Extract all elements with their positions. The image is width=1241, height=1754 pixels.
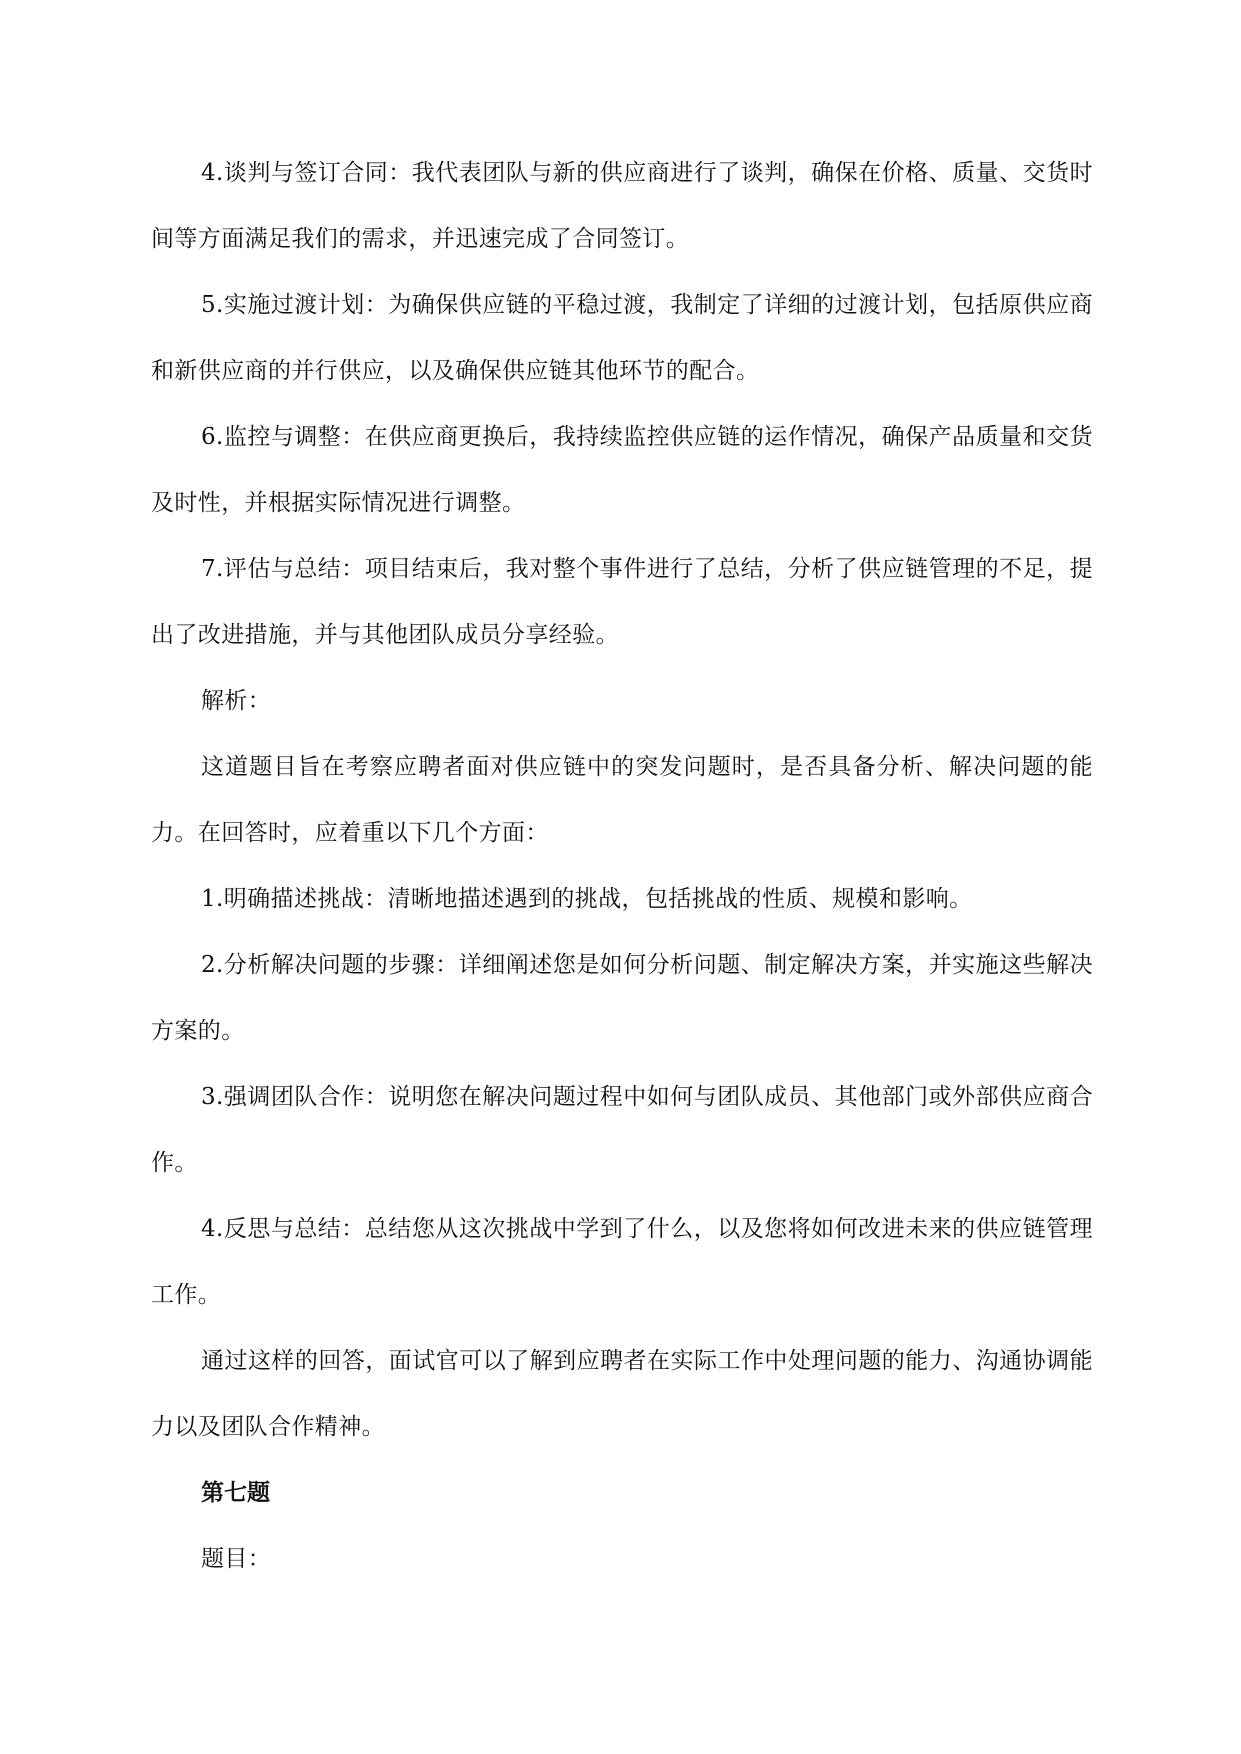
paragraph-conclusion: 通过这样的回答，面试官可以了解到应聘者在实际工作中处理问题的能力、沟通协调能力以及团队合作精神。 — [151, 1348, 1093, 1440]
paragraph-analysis-intro: 这道题目旨在考察应聘者面对供应链中的突发问题时，是否具备分析、解决问题的能力。在回答时，应着重以下几个方面： — [151, 754, 1093, 846]
paragraph-point-1: 1.明确描述挑战：清晰地描述遇到的挑战，包括挑战的性质、规模和影响。 — [201, 886, 973, 912]
paragraph-point-3: 3.强调团队合作：说明您在解决问题过程中如何与团队成员、其他部门或外部供应商合作。 — [151, 1084, 1093, 1176]
question-label: 题目： — [201, 1546, 272, 1572]
paragraph-point-4: 4.反思与总结：总结您从这次挑战中学到了什么，以及您将如何改进未来的供应链管理工作。 — [151, 1216, 1093, 1308]
section-heading: 第七题 — [201, 1480, 270, 1506]
analysis-label: 解析： — [201, 688, 272, 714]
document-page — [151, 140, 1093, 1592]
paragraph-negotiation: 4.谈判与签订合同：我代表团队与新的供应商进行了谈判，确保在价格、质量、交货时间等方面满足我们的需求，并迅速完成了合同签订。 — [151, 160, 1093, 252]
paragraph-point-2: 2.分析解决问题的步骤：详细阐述您是如何分析问题、制定解决方案，并实施这些解决方案的。 — [151, 952, 1093, 1044]
paragraph-monitoring: 6.监控与调整：在供应商更换后，我持续监控供应链的运作情况，确保产品质量和交货及时性，并根据实际情况进行调整。 — [151, 424, 1093, 516]
paragraph-evaluation: 7.评估与总结：项目结束后，我对整个事件进行了总结，分析了供应链管理的不足，提出了改进措施，并与其他团队成员分享经验。 — [151, 556, 1093, 648]
paragraph-transition-plan: 5.实施过渡计划：为确保供应链的平稳过渡，我制定了详细的过渡计划，包括原供应商和新供应商的并行供应，以及确保供应链其他环节的配合。 — [151, 292, 1093, 384]
